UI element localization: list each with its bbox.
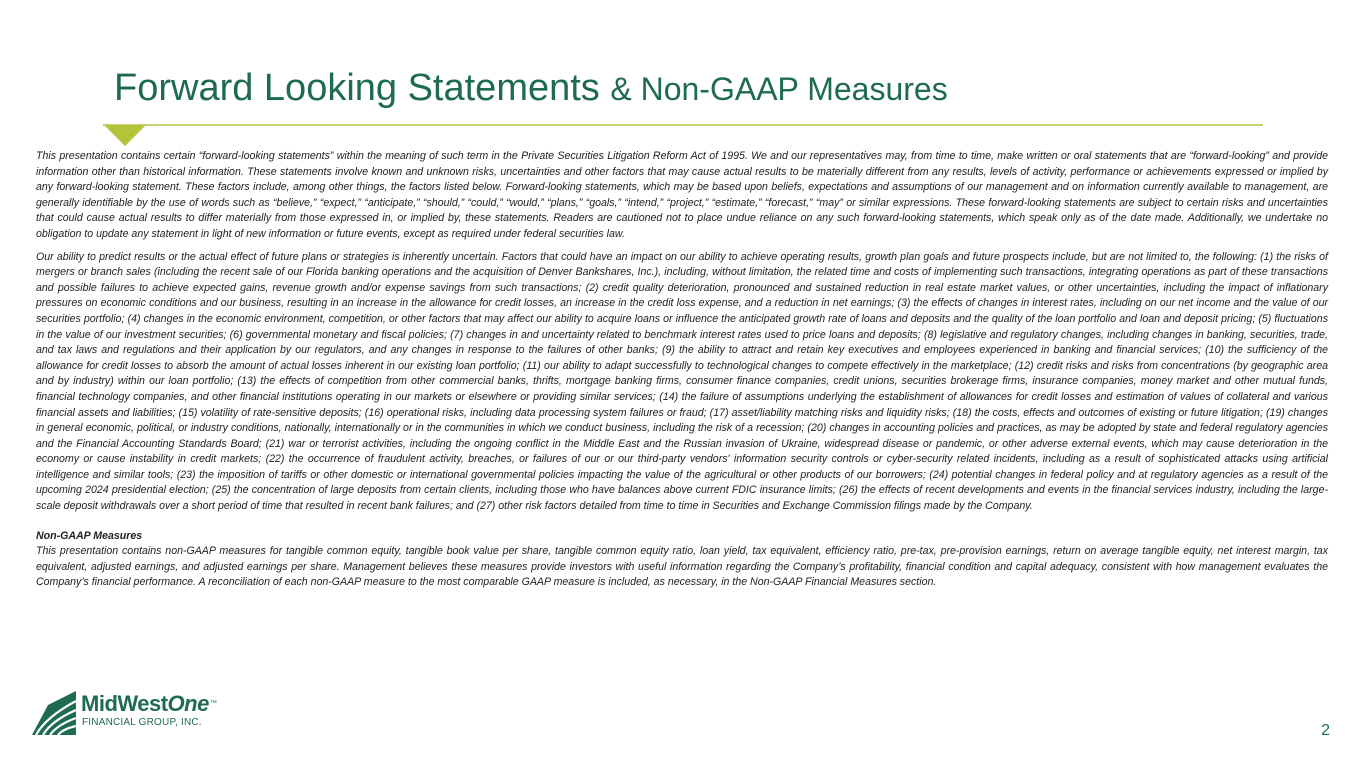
non-gaap-paragraph: This presentation contains non-GAAP measures for tangible common equity, tangible book value per share, tangible common equity ratio, loan yield, tax equivalent, efficiency ratio, pre-tax, pre-provision earnings, return on average tangible equity, net interest margin, tax equivalent, adjusted earnings, and adjusted earnings per share. Management believes these measures provide investors with useful information regarding the Company’s profitability, financial condition and capital adequacy, consistent with how management evaluates the Company’s financial performance. A reconciliation of each non-GAAP measure to the most comparable GAAP measure is included, as necessary, in the Non-GAAP Financial Measures section. — [36, 545, 1328, 589]
forward-looking-paragraph: This presentation contains certain “forward-looking statements” within the meaning of such term in the Private Securities Litigation Reform Act of 1995. We and our representatives may, from time to time, make written or oral statements that are “forward-looking” and provide information other than historical information. These statements involve known and unknown risks, uncertainties and other factors that may cause actual results to be materially different from any results, levels of activity, performance or achievements expressed or implied by any forward-looking statement. These factors include, among other things, the factors listed below. Forward-looking statements, which may be based upon beliefs, expectations and assumptions of our management and on information currently available to management, are generally identifiable by the use of words such as “believe,” “expect,” “anticipate,” “should,” “could,” “would,” “plans,” “goals,” “intend,” “project,” “estimate,” “forecast,” “may” or similar expressions. These forward-looking statements are subject to certain risks and uncertainties that could cause actual results to differ materially from those expressed in, or implied by, these statements. Readers are cautioned not to place undue reliance on any such forward-looking statements, which speak only as of the date made. Additionally, we undertake no obligation to update any statement in light of new information or future events, except as required under federal securities law. — [36, 150, 1328, 240]
title-divider — [103, 124, 1263, 126]
non-gaap-heading: Non-GAAP Measures — [36, 529, 143, 542]
page-number: 2 — [1321, 722, 1330, 739]
midwestone-field-rows-icon — [32, 691, 76, 735]
company-logo — [32, 691, 232, 737]
logo-name-part1: MidWest — [81, 691, 168, 716]
risk-factors-paragraph: Our ability to predict results or the actual effect of future plans or strategies is inherently uncertain. Factors that could have an impact on our ability to achieve operating results, growth plan goals and future prospects include, but are not limited to, the following: (1) the risks of mergers or branch sales (including the recent sale of our Florida banking operations and the acquisition of Denver Bankshares, Inc.), including, without limitation, the related time and costs of implementing such transactions, integrating operations as part of these transactions and possible failures to achieve expected gains, revenue growth and/or expense savings from such transactions; (2) credit quality deterioration, pronounced and sustained reduction in real estate market values, or other uncertainties, including the impact of inflationary pressures on economic conditions and our business, resulting in an increase in the allowance for credit losses, an increase in the credit loss expense, and a reduction in net earnings; (3) the effects of changes in interest rates, including on our net income and the value of our securities portfolio; (4) changes in the economic environment, competition, or other factors that may affect our ability to acquire loans or influence the anticipated growth rate of loans and deposits and the quality of the loan portfolio and loan and deposit pricing; (5) fluctuations in the value of our investment securities; (6) governmental monetary and fiscal policies; (7) changes in and uncertainty related to benchmark interest rates used to price loans and deposits; (8) legislative and regulatory changes, including changes in banking, securities, trade, and tax laws and regulations and their application by our regulators, and any changes in response to the failures of other banks; (9) the ability to attract and retain key executives and employees experienced in banking and financial services; (10) the sufficiency of the allowance for credit losses to absorb the amount of actual losses inherent in our existing loan portfolio; (11) our ability to adapt successfully to technological changes to compete effectively in the marketplace; (12) credit risks and risks from concentrations (by geographic area and by industry) within our loan portfolio; (13) the effects of competition from other commercial banks, thrifts, mortgage banking firms, consumer finance companies, credit unions, securities brokerage firms, insurance companies, money market and other mutual funds, financial technology companies, and other financial institutions operating in our markets or elsewhere or providing similar services; (14) the failure of assumptions underlying the establishment of allowances for credit losses and estimation of values of collateral and various financial assets and liabilities; (15) volatility of rate-sensitive deposits; (16) operational risks, including data processing system failures or fraud; (17) asset/liability matching risks and liquidity risks; (18) the costs, effects and outcomes of existing or future litigation; (19) changes in general economic, political, or industry conditions, nationally, internationally or in the communities in which we conduct business, including the risk of a recession; (20) changes in accounting policies and practices, as may be adopted by state and federal regulatory agencies and the Financial Accounting Standards Board; (21) war or terrorist activities, including the ongoing conflict in the Middle East and the Russian invasion of Ukraine, widespread disease or pandemic, or other adverse external events, which may cause deterioration in the economy or cause instability in credit markets; (22) the occurrence of fraudulent activity, breaches, or failures of our or our third-party vendors' information security controls or cyber-security related incidents, including as a result of sophisticated attacks using artificial intelligence and similar tools; (23) the imposition of tariffs or other domestic or international governmental policies impacting the value of the agricultural or other products of our borrowers; (24) potential changes in federal policy and at regulatory agencies as a result of the upcoming 2024 presidential election; (25) the concentration of large deposits from certain clients, including those who have balances above current FDIC insurance limits; (26) the effects of recent developments and events in the financial services industry, including the large-scale deposit withdrawals over a short period of time that resulted in recent bank failures; and (27) other risk factors detailed from time to time in Securities and Exchange Commission filings made by the Company. — [36, 250, 1328, 513]
disclaimer-body — [36, 149, 1328, 598]
logo-name-part2: One — [167, 691, 209, 716]
logo-trademark: ™ — [209, 700, 217, 707]
logo-wordmark — [81, 691, 216, 717]
title-main: Forward Looking Statements — [114, 67, 611, 109]
page-title — [114, 64, 948, 113]
logo-subtitle: FINANCIAL GROUP, INC. — [82, 717, 202, 728]
title-secondary: & Non-GAAP Measures — [610, 71, 948, 107]
divider-notch-icon — [104, 125, 146, 146]
